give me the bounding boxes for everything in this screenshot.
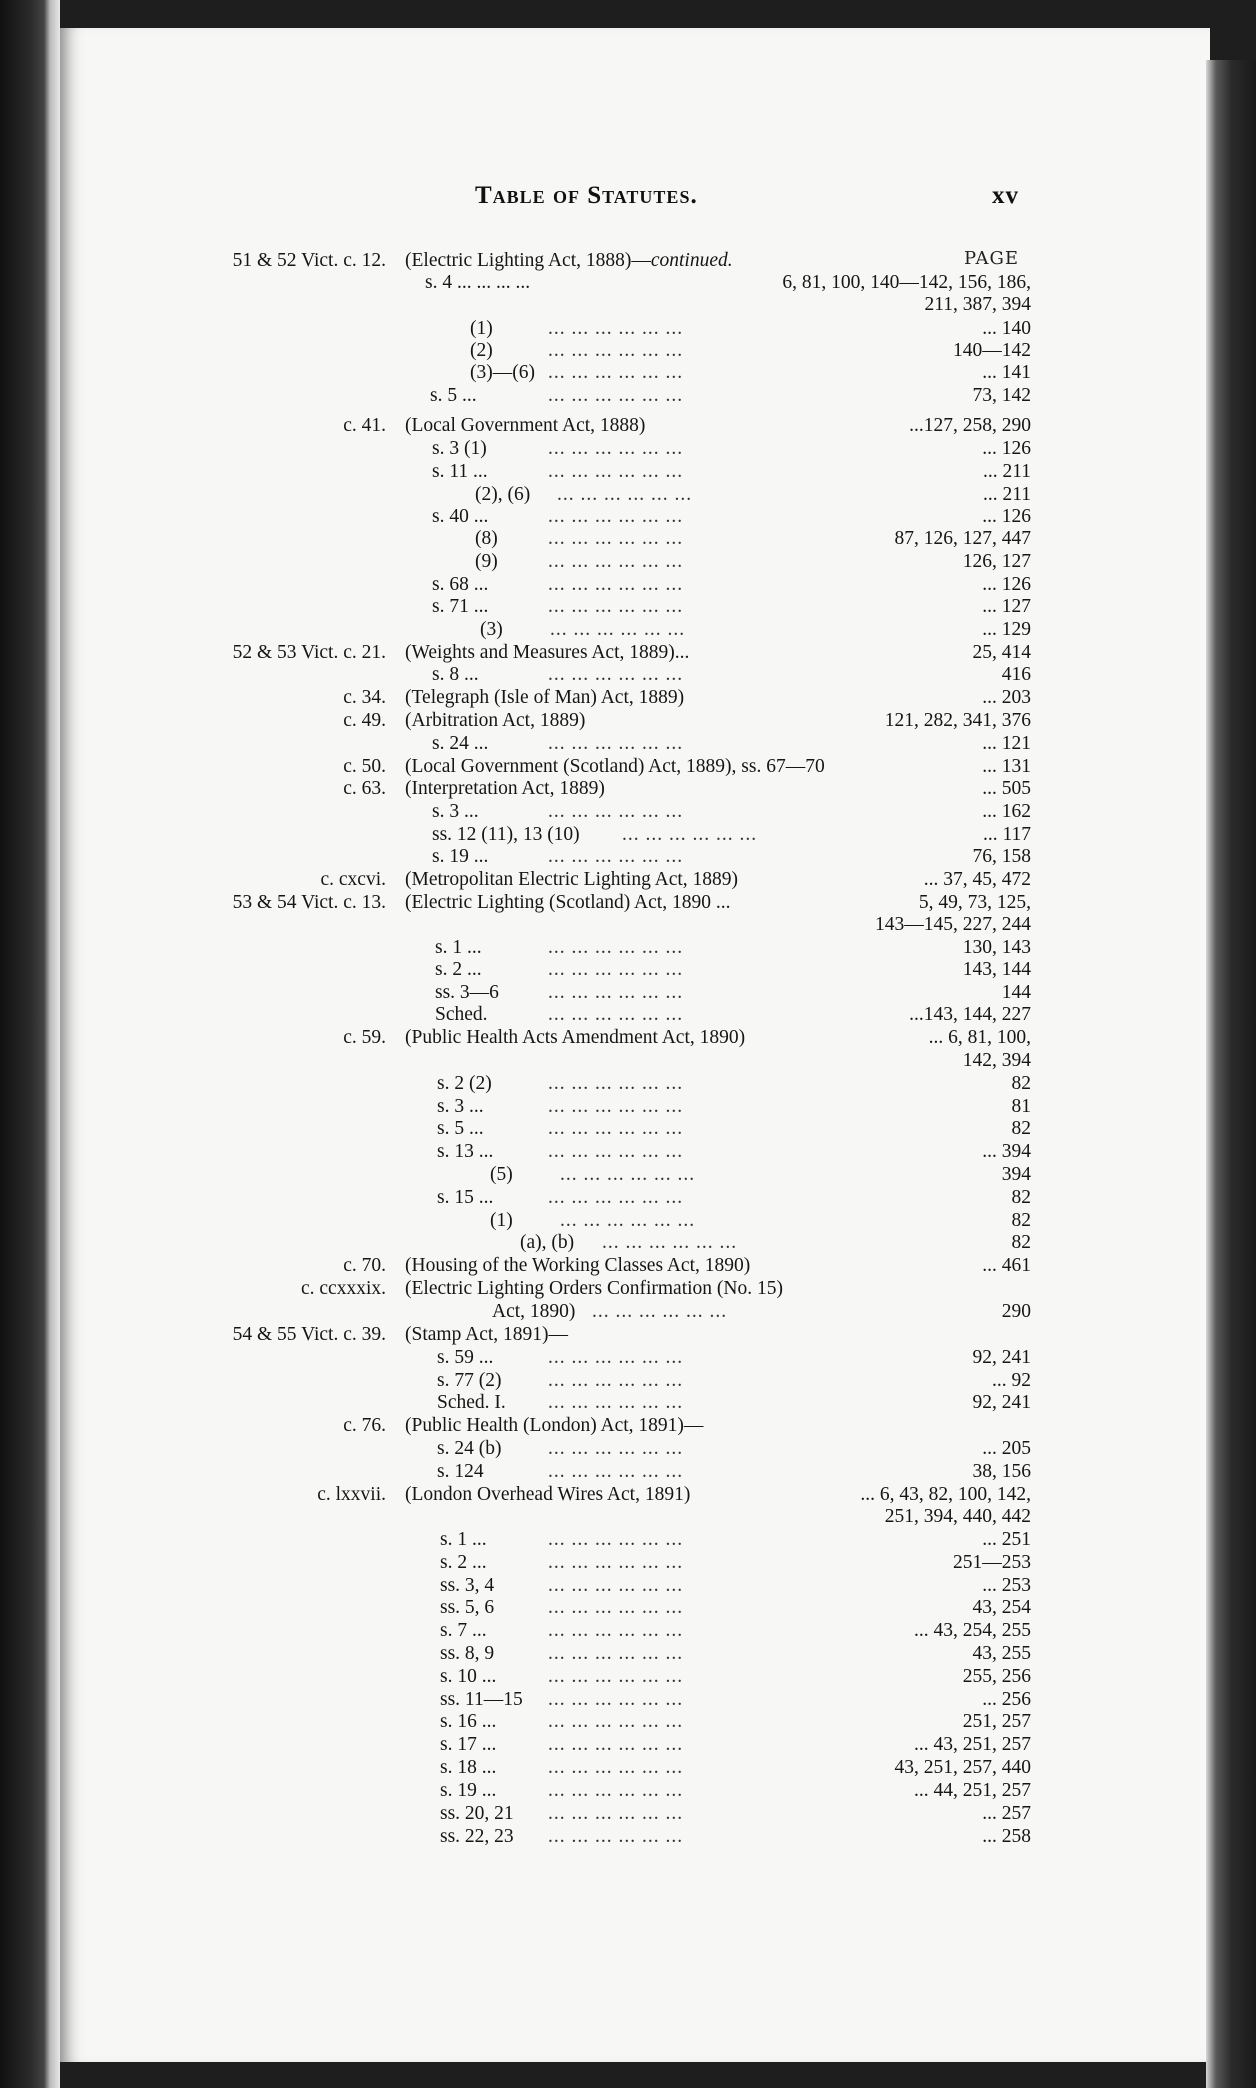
statute-row: [0, 385, 1256, 407]
statute-row: [0, 914, 1256, 936]
act-title: (Interpretation Act, 1889): [405, 778, 605, 799]
leader-dots: ... ... ... ... ... ...: [548, 733, 684, 754]
page-references: ... 126: [976, 574, 1031, 596]
leader-dots: ... ... ... ... ... ...: [602, 1232, 738, 1253]
page-references: ... 129: [976, 619, 1031, 641]
section-reference: s. 10 ...: [440, 1666, 497, 1687]
leader-dots: ... ... ... ... ... ...: [548, 1438, 684, 1459]
leader-dots: ... ... ... ... ... ...: [560, 1210, 696, 1231]
page-references: ... 505: [976, 778, 1031, 800]
statute-row: [0, 1689, 1256, 1711]
page-references: ... 211: [977, 461, 1031, 483]
section-reference: ss. 11—15: [440, 1689, 523, 1710]
section-reference: s. 19 ...: [440, 1780, 497, 1801]
statute-row: [0, 778, 1256, 800]
section-reference: s. 15 ...: [437, 1187, 494, 1208]
statute-row: [0, 824, 1256, 846]
section-reference: s. 4 ... ... ... ...: [425, 272, 531, 293]
page-references: ... 6, 43, 82, 100, 142,: [854, 1484, 1031, 1506]
section-reference: s. 5 ...: [430, 385, 477, 406]
leader-dots: ... ... ... ... ... ...: [548, 1096, 684, 1117]
section-reference: s. 17 ...: [440, 1734, 497, 1755]
section-reference: (2): [470, 340, 493, 361]
section-reference: s. 3 ...: [432, 801, 479, 822]
chapter-reference: c. 41.: [343, 415, 386, 436]
leader-dots: ... ... ... ... ... ...: [548, 959, 684, 980]
statute-row: [0, 959, 1256, 981]
page-references: ... 257: [976, 1803, 1031, 1825]
page-references: ... 126: [976, 506, 1031, 528]
statute-row: [0, 664, 1256, 686]
statute-row: [0, 1027, 1256, 1049]
page-references: 121, 282, 341, 376: [879, 710, 1031, 732]
statute-row: [0, 846, 1256, 868]
continued-note: continued.: [650, 250, 733, 271]
chapter-reference: c. 76.: [343, 1415, 386, 1436]
statute-row: [0, 1803, 1256, 1825]
section-reference: ss. 3, 4: [440, 1575, 495, 1596]
statute-row: [0, 1415, 1256, 1437]
statute-row: [0, 340, 1256, 362]
leader-dots: ... ... ... ... ... ...: [548, 506, 684, 527]
page-references: 43, 255: [967, 1643, 1032, 1665]
section-reference: ss. 20, 21: [440, 1803, 514, 1824]
page-references: 82: [1006, 1073, 1032, 1095]
page-references: 76, 158: [967, 846, 1032, 868]
statute-row: [0, 1324, 1256, 1346]
statute-row: [0, 528, 1256, 550]
statute-row: [0, 1711, 1256, 1733]
leader-dots: ... ... ... ... ... ...: [548, 1461, 684, 1482]
section-reference: s. 77 (2): [437, 1370, 502, 1391]
statute-row: [0, 1370, 1256, 1392]
statute-row: [0, 1666, 1256, 1688]
section-reference: s. 7 ...: [440, 1620, 487, 1641]
leader-dots: ... ... ... ... ... ...: [548, 596, 684, 617]
act-title: (Public Health (London) Act, 1891)—: [405, 1415, 704, 1436]
chapter-reference: c. 59.: [343, 1027, 386, 1048]
statute-row: [0, 318, 1256, 340]
section-reference: s. 11 ...: [432, 461, 488, 482]
leader-dots: ... ... ... ... ... ...: [548, 801, 684, 822]
section-reference: s. 5 ...: [437, 1118, 484, 1139]
leader-dots: ... ... ... ... ... ...: [548, 1141, 684, 1162]
leader-dots: ... ... ... ... ... ...: [548, 937, 684, 958]
section-reference: s. 68 ...: [432, 574, 489, 595]
statute-row: [0, 1597, 1256, 1619]
section-reference: (3): [480, 619, 503, 640]
page-references: ... 253: [976, 1575, 1031, 1597]
page-references: 143—145, 227, 244: [869, 914, 1031, 936]
statute-row: [0, 710, 1256, 732]
statute-reference: 52 & 53 Vict. c. 21.: [232, 642, 386, 663]
section-reference: ss. 5, 6: [440, 1597, 495, 1618]
leader-dots: ... ... ... ... ... ...: [548, 1643, 684, 1664]
page-references: 255, 256: [957, 1666, 1031, 1688]
leader-dots: ... ... ... ... ... ...: [548, 982, 684, 1003]
leader-dots: ... ... ... ... ... ...: [622, 824, 758, 845]
page-references: 6, 81, 100, 140—142, 156, 186,: [776, 272, 1031, 294]
leader-dots: ... ... ... ... ... ...: [548, 528, 684, 549]
act-title: (Local Government (Scotland) Act, 1889), ss. 67—70: [405, 756, 825, 777]
statute-row: [0, 1484, 1256, 1506]
section-reference: (8): [475, 528, 498, 549]
section-reference: ss. 22, 23: [440, 1826, 514, 1847]
page-references: ... 211: [977, 484, 1031, 506]
page-references: ...127, 258, 290: [903, 415, 1031, 437]
act-title: (Local Government Act, 1888): [405, 415, 646, 436]
statute-row: [0, 1232, 1256, 1254]
leader-dots: ... ... ... ... ... ...: [548, 1666, 684, 1687]
statute-row: [0, 1096, 1256, 1118]
page-references: ...143, 144, 227: [903, 1004, 1031, 1026]
statute-row: [0, 1575, 1256, 1597]
leader-dots: ... ... ... ... ... ...: [557, 484, 693, 505]
leader-dots: ... ... ... ... ... ...: [548, 1711, 684, 1732]
leader-dots: ... ... ... ... ... ...: [548, 1780, 684, 1801]
section-reference: (1): [490, 1210, 513, 1231]
chapter-reference: c. 63.: [343, 778, 386, 799]
statute-row: [0, 272, 1256, 294]
section-reference: (1): [470, 318, 493, 339]
section-reference: s. 16 ...: [440, 1711, 497, 1732]
statute-row: [0, 869, 1256, 891]
leader-dots: ... ... ... ... ... ...: [548, 1347, 684, 1368]
leader-dots: ... ... ... ... ... ...: [548, 362, 684, 383]
statute-row: [0, 801, 1256, 823]
page-references: 82: [1006, 1232, 1032, 1254]
section-reference: s. 8 ...: [432, 664, 479, 685]
act-title: (London Overhead Wires Act, 1891): [405, 1484, 691, 1505]
section-reference: s. 3 ...: [437, 1096, 484, 1117]
chapter-reference: c. 49.: [343, 710, 386, 731]
chapter-reference: c. cxcvi.: [320, 869, 386, 890]
page-references: ... 256: [976, 1689, 1031, 1711]
leader-dots: ... ... ... ... ... ...: [548, 1073, 684, 1094]
act-title: (Electric Lighting (Scotland) Act, 1890 ...: [405, 892, 731, 913]
page-references: 43, 254: [967, 1597, 1032, 1619]
section-reference: ss. 12 (11), 13 (10): [432, 824, 580, 845]
page-references: 25, 414: [967, 642, 1032, 664]
leader-dots: ... ... ... ... ... ...: [548, 340, 684, 361]
section-reference: s. 13 ...: [437, 1141, 494, 1162]
page-references: 144: [996, 982, 1031, 1004]
section-reference: (5): [490, 1164, 513, 1185]
act-title: (Stamp Act, 1891)—: [405, 1324, 569, 1345]
statute-row: [0, 1392, 1256, 1414]
page-references: ... 6, 81, 100,: [923, 1027, 1031, 1049]
page-title-text: Table of Statutes.: [475, 182, 698, 209]
page-references: 211, 387, 394: [918, 294, 1031, 316]
act-title: (Public Health Acts Amendment Act, 1890): [405, 1027, 746, 1048]
statute-row: [0, 1506, 1256, 1528]
leader-dots: ... ... ... ... ... ...: [548, 438, 684, 459]
leader-dots: ... ... ... ... ... ...: [548, 1529, 684, 1550]
leader-dots: ... ... ... ... ... ...: [548, 1734, 684, 1755]
page-title: [475, 182, 745, 210]
statute-row: [0, 1347, 1256, 1369]
page-references: ... 43, 254, 255: [908, 1620, 1031, 1642]
leader-dots: ... ... ... ... ... ...: [548, 1118, 684, 1139]
statute-row: [0, 1073, 1256, 1095]
statute-row: [0, 294, 1256, 316]
leader-dots: ... ... ... ... ... ...: [548, 1689, 684, 1710]
page-references: 92, 241: [967, 1392, 1032, 1414]
statute-row: [0, 362, 1256, 384]
section-reference: (3)—(6): [470, 362, 535, 383]
statute-row: [0, 506, 1256, 528]
page-references: 81: [1006, 1096, 1032, 1118]
leader-dots: ... ... ... ... ... ...: [548, 846, 684, 867]
statute-row: [0, 1757, 1256, 1779]
statute-row: [0, 1004, 1256, 1026]
page-references: 87, 126, 127, 447: [889, 528, 1032, 550]
page-references: 92, 241: [967, 1347, 1032, 1369]
statute-row: [0, 982, 1256, 1004]
statute-row: [0, 1734, 1256, 1756]
leader-dots: ... ... ... ... ... ...: [548, 664, 684, 685]
page-references: ... 117: [977, 824, 1031, 846]
statute-row: [0, 1643, 1256, 1665]
section-reference: s. 1 ...: [440, 1529, 487, 1550]
page-references: ... 203: [976, 687, 1031, 709]
section-reference: s. 71 ...: [432, 596, 489, 617]
statute-row: [0, 1552, 1256, 1574]
leader-dots: ... ... ... ... ... ...: [548, 318, 684, 339]
section-reference: s. 19 ...: [432, 846, 489, 867]
chapter-reference: c. ccxxxix.: [300, 1278, 386, 1299]
page-references: ... 43, 251, 257: [908, 1734, 1031, 1756]
page-references: ... 162: [976, 801, 1031, 823]
statute-row: [0, 892, 1256, 914]
statute-row: [0, 461, 1256, 483]
statute-row: [0, 733, 1256, 755]
leader-dots: ... ... ... ... ... ...: [548, 1552, 684, 1573]
page-references: ... 126: [976, 438, 1031, 460]
statute-row: [0, 642, 1256, 664]
leader-dots: ... ... ... ... ... ...: [548, 1620, 684, 1641]
section-reference: s. 2 (2): [437, 1073, 492, 1094]
statute-row: [0, 756, 1256, 778]
page-references: 73, 142: [967, 385, 1032, 407]
leader-dots: ... ... ... ... ... ...: [548, 574, 684, 595]
section-reference: ss. 8, 9: [440, 1643, 495, 1664]
page-references: ... 140: [976, 318, 1031, 340]
leader-dots: ... ... ... ... ... ...: [560, 1164, 696, 1185]
statute-row: [0, 551, 1256, 573]
chapter-reference: c. 34.: [343, 687, 386, 708]
statute-row: [0, 1210, 1256, 1232]
page-column-label: PAGE: [964, 248, 1019, 269]
statute-row: [0, 1620, 1256, 1642]
act-title: (Weights and Measures Act, 1889)...: [405, 642, 690, 663]
page-references: 143, 144: [957, 959, 1031, 981]
page-references: ... 258: [976, 1826, 1031, 1848]
section-reference: s. 2 ...: [435, 959, 482, 980]
statute-reference: 53 & 54 Vict. c. 13.: [232, 892, 386, 913]
statute-row: [0, 438, 1256, 460]
page-references: 251, 394, 440, 442: [879, 1506, 1031, 1528]
page-references: 140—142: [947, 340, 1031, 362]
page-references: ... 92: [986, 1370, 1031, 1392]
leader-dots: ... ... ... ... ... ...: [548, 1370, 684, 1391]
leader-dots: ... ... ... ... ... ...: [548, 1004, 684, 1025]
page-references: ... 251: [976, 1529, 1031, 1551]
leader-dots: ... ... ... ... ... ...: [548, 1597, 684, 1618]
page-references: 126, 127: [957, 551, 1031, 573]
section-reference: (a), (b): [520, 1232, 575, 1253]
statute-row: [0, 687, 1256, 709]
statute-row: [0, 1438, 1256, 1460]
statute-row: [0, 1141, 1256, 1163]
leader-dots: ... ... ... ... ... ...: [548, 1826, 684, 1847]
statute-row: [0, 937, 1256, 959]
act-title: (Telegraph (Isle of Man) Act, 1889): [405, 687, 685, 708]
section-reference: s. 24 (b): [437, 1438, 502, 1459]
page-references: ... 121: [976, 733, 1031, 755]
statute-row: [0, 1780, 1256, 1802]
section-reference: Sched. I.: [437, 1392, 506, 1413]
leader-dots: ... ... ... ... ... ...: [548, 385, 684, 406]
page-references: 38, 156: [967, 1461, 1032, 1483]
statute-row: [0, 1301, 1256, 1323]
page-references: ... 37, 45, 472: [918, 869, 1031, 891]
statute-row: [0, 1826, 1256, 1848]
section-reference: s. 59 ...: [437, 1347, 494, 1368]
act-title: (Electric Lighting Orders Confirmation (No. 15): [405, 1278, 783, 1299]
statute-row: [0, 1461, 1256, 1483]
page-references: ... 461: [976, 1255, 1031, 1277]
page-references: 82: [1006, 1210, 1032, 1232]
statute-row: [0, 574, 1256, 596]
page-references: ... 205: [976, 1438, 1031, 1460]
leader-dots: ... ... ... ... ... ...: [548, 1757, 684, 1778]
chapter-reference: c. 70.: [343, 1255, 386, 1276]
leader-dots: ... ... ... ... ... ...: [548, 1187, 684, 1208]
leader-dots: ... ... ... ... ... ...: [592, 1301, 728, 1322]
page-references: ... 394: [976, 1141, 1031, 1163]
section-reference: Sched.: [435, 1004, 488, 1025]
statute-row: [0, 619, 1256, 641]
leader-dots: ... ... ... ... ... ...: [548, 461, 684, 482]
statute-row: [0, 1529, 1256, 1551]
statute-reference: 51 & 52 Vict. c. 12.: [232, 250, 386, 271]
page-references: 251, 257: [957, 1711, 1031, 1733]
section-reference: s. 2 ...: [440, 1552, 487, 1573]
chapter-reference: c. 50.: [343, 756, 386, 777]
page-references: 142, 394: [957, 1050, 1031, 1072]
statute-row: [0, 250, 1256, 272]
statute-row: [0, 1050, 1256, 1072]
leader-dots: ... ... ... ... ... ...: [548, 1575, 684, 1596]
section-reference: (2), (6): [475, 484, 531, 505]
page-references: 5, 49, 73, 125,: [913, 892, 1031, 914]
page-number: xv: [992, 182, 1019, 209]
leader-dots: ... ... ... ... ... ...: [548, 1803, 684, 1824]
statute-row: [0, 1187, 1256, 1209]
leader-dots: ... ... ... ... ... ...: [550, 619, 686, 640]
page-references: ... 131: [976, 756, 1031, 778]
section-reference: s. 24 ...: [432, 733, 489, 754]
page-references: 82: [1006, 1187, 1032, 1209]
page-references: ... 127: [976, 596, 1031, 618]
page-references: 394: [996, 1164, 1031, 1186]
statute-row: [0, 596, 1256, 618]
statute-row: [0, 484, 1256, 506]
page-references: 290: [996, 1301, 1031, 1323]
page-references: 416: [996, 664, 1031, 686]
act-title: (Metropolitan Electric Lighting Act, 1889): [405, 869, 739, 890]
page-references: 43, 251, 257, 440: [889, 1757, 1032, 1779]
page-references: 130, 143: [957, 937, 1031, 959]
leader-dots: ... ... ... ... ... ...: [548, 1392, 684, 1413]
section-reference: s. 1 ...: [435, 937, 482, 958]
section-reference: s. 124: [437, 1461, 484, 1482]
statute-row: [0, 1164, 1256, 1186]
act-title: (Housing of the Working Classes Act, 1890): [405, 1255, 751, 1276]
statute-row: [0, 415, 1256, 437]
section-reference: Act, 1890): [492, 1301, 576, 1322]
page-references: 82: [1006, 1118, 1032, 1140]
chapter-reference: c. lxxvii.: [317, 1484, 386, 1505]
leader-dots: ... ... ... ... ... ...: [548, 551, 684, 572]
page-references: ... 44, 251, 257: [908, 1780, 1031, 1802]
section-reference: (9): [475, 551, 498, 572]
statute-row: [0, 1255, 1256, 1277]
act-title: (Arbitration Act, 1889): [405, 710, 586, 731]
section-reference: s. 3 (1): [432, 438, 487, 459]
statute-row: [0, 1118, 1256, 1140]
statute-reference: 54 & 55 Vict. c. 39.: [232, 1324, 386, 1345]
section-reference: s. 40 ...: [432, 506, 489, 527]
statute-row: [0, 1278, 1256, 1300]
section-reference: ss. 3—6: [435, 982, 499, 1003]
section-reference: s. 18 ...: [440, 1757, 497, 1778]
page-references: 251—253: [947, 1552, 1031, 1574]
page-references: ... 141: [976, 362, 1031, 384]
act-title: (Electric Lighting Act, 1888)—continued.: [405, 250, 733, 271]
